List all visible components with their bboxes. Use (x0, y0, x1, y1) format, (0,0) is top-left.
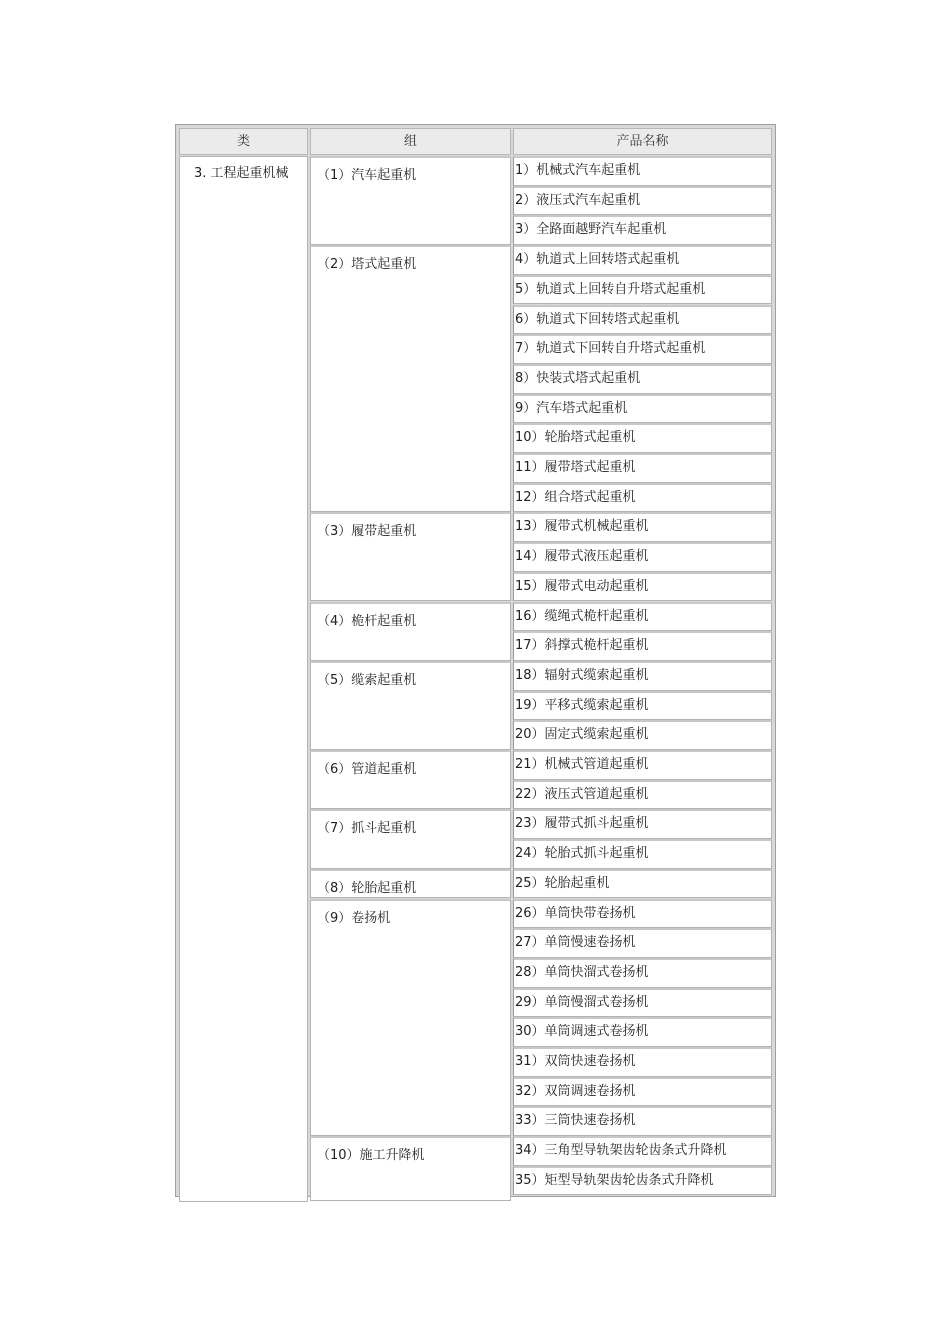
product-cell: 13）履带式机械起重机 (513, 512, 772, 542)
group-cell: （10）施工升降机 (310, 1136, 511, 1201)
group-cell: （6）管道起重机 (310, 750, 511, 809)
product-cell: 11）履带塔式起重机 (513, 453, 772, 483)
product-cell: 15）履带式电动起重机 (513, 572, 772, 602)
product-cell: 18）辐射式缆索起重机 (513, 661, 772, 691)
product-cell: 12）组合塔式起重机 (513, 483, 772, 513)
product-cell: 28）单筒快溜式卷扬机 (513, 958, 772, 988)
product-cell: 1）机械式汽车起重机 (513, 156, 772, 186)
product-cell: 22）液压式管道起重机 (513, 780, 772, 810)
product-cell: 21）机械式管道起重机 (513, 750, 772, 780)
product-cell: 33）三筒快速卷扬机 (513, 1106, 772, 1136)
product-cell: 35）矩型导轨架齿轮齿条式升降机 (513, 1166, 772, 1196)
product-cell: 29）单筒慢溜式卷扬机 (513, 988, 772, 1018)
product-cell: 23）履带式抓斗起重机 (513, 809, 772, 839)
header-product-name: 产品名称 (513, 128, 772, 155)
product-cell: 4）轨道式上回转塔式起重机 (513, 245, 772, 275)
header-group: 组 (310, 128, 511, 155)
product-cell: 6）轨道式下回转塔式起重机 (513, 305, 772, 335)
group-cell: （2）塔式起重机 (310, 245, 511, 512)
header-category: 类 (179, 128, 308, 155)
product-cell: 32）双筒调速卷扬机 (513, 1077, 772, 1107)
product-cell: 14）履带式液压起重机 (513, 542, 772, 572)
product-cell: 26）单筒快带卷扬机 (513, 899, 772, 929)
product-cell: 31）双筒快速卷扬机 (513, 1047, 772, 1077)
product-cell: 5）轨道式上回转自升塔式起重机 (513, 275, 772, 305)
product-cell: 34）三角型导轨架齿轮齿条式升降机 (513, 1136, 772, 1166)
group-cell: （1）汽车起重机 (310, 156, 511, 245)
product-cell: 2）液压式汽车起重机 (513, 186, 772, 216)
product-cell: 3）全路面越野汽车起重机 (513, 215, 772, 245)
product-cell: 30）单筒调速式卷扬机 (513, 1017, 772, 1047)
product-cell: 17）斜撑式桅杆起重机 (513, 631, 772, 661)
group-cell: （3）履带起重机 (310, 512, 511, 601)
product-cell: 7）轨道式下回转自升塔式起重机 (513, 334, 772, 364)
group-cell: （7）抓斗起重机 (310, 809, 511, 868)
category-cell: 3. 工程起重机械 (179, 156, 308, 1202)
product-cell: 20）固定式缆索起重机 (513, 720, 772, 750)
group-cell: （5）缆索起重机 (310, 661, 511, 750)
group-cell: （4）桅杆起重机 (310, 602, 511, 661)
product-cell: 25）轮胎起重机 (513, 869, 772, 899)
product-cell: 8）快装式塔式起重机 (513, 364, 772, 394)
product-cell: 19）平移式缆索起重机 (513, 691, 772, 721)
product-cell: 16）缆绳式桅杆起重机 (513, 602, 772, 632)
product-cell: 10）轮胎塔式起重机 (513, 423, 772, 453)
group-cell: （9）卷扬机 (310, 899, 511, 1137)
product-cell: 9）汽车塔式起重机 (513, 394, 772, 424)
group-cell: （8）轮胎起重机 (310, 869, 511, 899)
product-cell: 24）轮胎式抓斗起重机 (513, 839, 772, 869)
product-cell: 27）单筒慢速卷扬机 (513, 928, 772, 958)
